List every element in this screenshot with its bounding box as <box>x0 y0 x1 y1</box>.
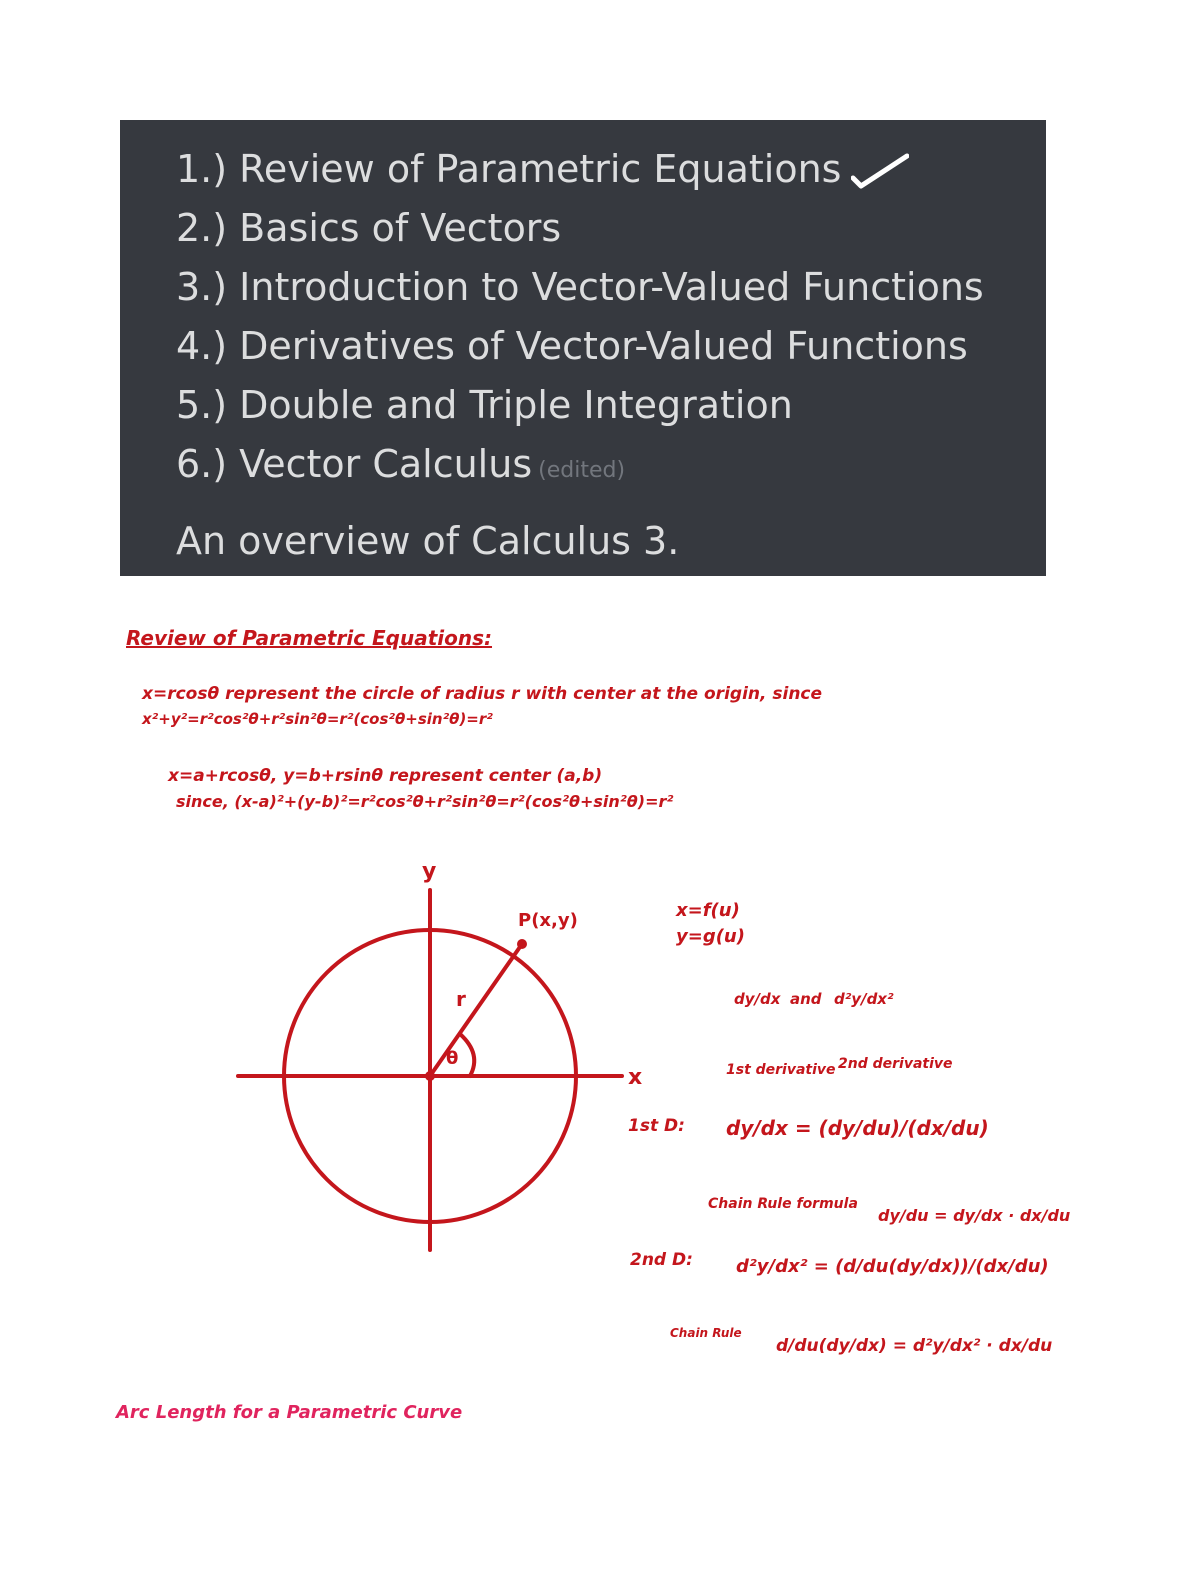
point-p <box>517 939 527 949</box>
chain-rule-short-label: Chain Rule <box>670 1326 742 1340</box>
checkmark-icon <box>851 152 909 192</box>
angle-arc <box>460 1034 474 1076</box>
chain-rule-label: Chain Rule formula <box>708 1196 858 1212</box>
topic-item-4 <box>176 317 1046 376</box>
arc-length-heading: Arc Length for a Parametric Curve <box>116 1402 463 1423</box>
point-label: P(x,y) <box>518 910 578 931</box>
topic-item-3 <box>176 258 1046 317</box>
d2y-dx2-fraction: d²y/dx² <box>834 990 894 1008</box>
x-axis-label: x <box>628 1065 643 1090</box>
angle-label: θ <box>446 1048 459 1069</box>
first-derivative-heading: 1st D: <box>628 1116 685 1136</box>
y-axis-label: y <box>422 859 437 884</box>
topic-item-2 <box>176 199 1046 258</box>
edited-marker: (edited) <box>538 458 626 483</box>
course-description: An overview of Calculus 3. <box>176 519 680 563</box>
topic-label: 2.) Basics of Vectors <box>176 206 562 250</box>
dy-dx-fraction: dy/dx <box>734 990 781 1008</box>
topic-item-6 <box>176 435 1046 500</box>
notes-heading: Review of Parametric Equations: <box>126 626 493 650</box>
topic-label: 4.) Derivatives of Vector-Valued Functions <box>176 324 968 368</box>
topic-list <box>176 140 1046 500</box>
note-line-3: x=a+rcosθ, y=b+rsinθ represent center (a,b) <box>168 766 603 786</box>
topic-label: 5.) Double and Triple Integration <box>176 383 793 427</box>
and-word: and <box>790 990 822 1008</box>
second-derivative-heading: 2nd D: <box>630 1250 693 1270</box>
second-derivative-label: 2nd derivative <box>838 1056 953 1072</box>
topic-label: 1.) Review of Parametric Equations <box>176 147 842 191</box>
origin-point <box>425 1071 435 1081</box>
radius-line <box>430 944 522 1076</box>
course-outline-panel <box>120 120 1046 576</box>
topic-item-5 <box>176 376 1046 435</box>
unit-circle-diagram <box>220 850 660 1260</box>
note-line-2: x²+y²=r²cos²θ+r²sin²θ=r²(cos²θ+sin²θ)=r² <box>142 710 493 728</box>
second-derivative-formula: d²y/dx² = (d/du(dy/dx))/(dx/du) <box>736 1256 1049 1277</box>
param-x: x=f(u) <box>676 900 740 921</box>
radius-label: r <box>456 987 466 1011</box>
chain-rule-formula: dy/du = dy/dx · dx/du <box>878 1206 1071 1225</box>
note-line-1: x=rcosθ represent the circle of radius r with center at the origin, since <box>142 684 823 704</box>
note-line-4: since, (x-a)²+(y-b)²=r²cos²θ+r²sin²θ=r²(cos²θ+sin²θ)=r² <box>176 792 674 811</box>
topic-label: 3.) Introduction to Vector-Valued Functions <box>176 265 984 309</box>
topic-item-1 <box>176 140 1046 199</box>
param-y: y=g(u) <box>676 926 745 947</box>
first-derivative-label: 1st derivative <box>726 1062 836 1078</box>
topic-label: 6.) Vector Calculus <box>176 442 533 486</box>
first-derivative-formula: dy/dx = (dy/du)/(dx/du) <box>726 1116 989 1140</box>
chain-rule-formula-2: d/du(dy/dx) = d²y/dx² · dx/du <box>776 1336 1053 1356</box>
